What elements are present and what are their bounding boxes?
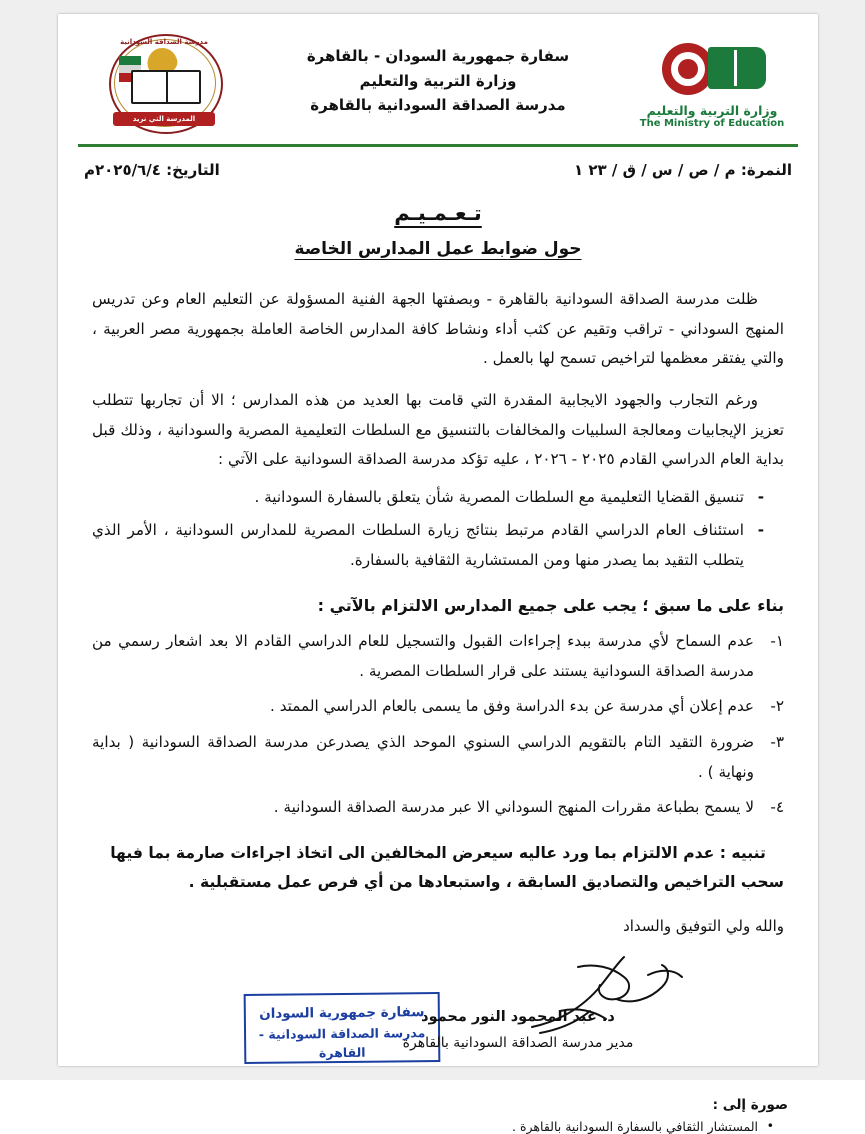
list-item-number: ١- [770, 631, 784, 650]
ministry-logo [628, 39, 796, 129]
signer-block [368, 1009, 668, 1051]
document-page [58, 14, 818, 1134]
page-subtitle: حول ضوابط عمل المدارس الخاصة [294, 239, 582, 259]
title-block [58, 201, 818, 259]
sun-icon [662, 43, 714, 95]
signer-name: د. عبد المحمود النور محمود [421, 1009, 615, 1026]
signature-area [58, 947, 818, 1097]
list-item-text: ضرورة التقيد التام بالتقويم الدراسي السنوي الموحد الذي يصدرعن مدرسة الصداقة السودانية ( بداية ونهاية ) . [92, 732, 754, 781]
list-item-number: ٢- [770, 697, 784, 716]
header-line-3: مدرسة الصداقة السودانية بالقاهرة [310, 96, 566, 115]
list-item [92, 627, 784, 686]
stamp-line-2: مدرسة الصداقة السودانية - القاهرة [258, 1025, 426, 1061]
date-value: ٢٠٢٥/٦/٤م [84, 161, 161, 179]
open-book-icon [131, 70, 201, 104]
list-item-number: ٣- [770, 732, 784, 751]
ministry-logo-arabic: وزارة التربية والتعليم [646, 103, 778, 118]
page-title: تـعـمـيـم [394, 201, 482, 225]
list-item [92, 793, 784, 823]
list-item: - تنسيق القضايا التعليمية مع السلطات المصرية شأن يتعلق بالسفارة السودانية . [92, 483, 766, 513]
document-body [58, 259, 818, 941]
ministry-logo-english: The Ministry of Education [639, 118, 785, 129]
date-field [84, 161, 220, 179]
date-label: التاريخ: [166, 161, 220, 179]
warning-note [92, 839, 784, 898]
reference-label: النمرة: [740, 161, 792, 179]
dash-list [92, 483, 766, 576]
stamp-line-1: سفارة جمهورية السودان [259, 1004, 425, 1023]
header-line-1: سفارة جمهورية السودان - بالقاهرة [306, 46, 570, 65]
list-item-text: لا يسمح بطباعة مقررات المنهج السوداني الا عبر مدرسة الصداقة السودانية . [273, 798, 754, 817]
ministry-logo-block [626, 39, 798, 129]
obligations-lead: بناء على ما سبق ؛ يجب على جميع المدارس الالتزام بالآتي : [317, 595, 784, 615]
closing-line: والله ولي التوفيق والسداد [623, 917, 784, 936]
emblem-ribbon: المدرسة التي نريد [113, 112, 215, 126]
book-icon [708, 47, 766, 89]
reference-value: م / ص / س / ق / ٢٣ ١ [573, 161, 736, 179]
warning-label: تنبيه : [719, 843, 766, 862]
signer-role: مدير مدرسة الصداقة السودانية بالقاهرة [402, 1035, 634, 1052]
cc-list [88, 1119, 774, 1134]
list-item-number: ٤- [770, 798, 784, 817]
list-item: • المستشار الثقافي بالسفارة السودانية بالقاهرة . [88, 1119, 774, 1134]
header-title-block [248, 44, 628, 124]
list-item [92, 692, 784, 722]
list-item: - استئناف العام الدراسي القادم مرتبط بنتائج زيارة السلطات المصرية للمدارس السودانية ، الأمر الذي يتطلب التقيد بما يصدر منها ومن المستشارية الثقافية بالسفارة. [92, 516, 766, 575]
list-item-text: عدم إعلان أي مدرسة عن بدء الدراسة وفق ما يسمى بالعام الدراسي الممتد . [270, 697, 754, 716]
list-item [92, 728, 784, 787]
header-line-2: وزارة التربية والتعليم [359, 71, 517, 90]
paragraph: ظلت مدرسة الصداقة السودانية بالقاهرة - وبصفتها الجهة الفنية المسؤولة عن التعليم العام وعن تدريس المنهج السوداني - تراقب وتقيم عن كثب أداء ونشاط كافة المدارس الخاصة العاملة بجمهورية مصر العربية ، والتي يفتقر معظمها لتراخيص تسمح لها بالعمل . [92, 290, 784, 368]
reference-field [574, 161, 792, 179]
cc-title: صورة إلى : [712, 1097, 788, 1114]
school-emblem-icon [103, 32, 225, 136]
list-item-text: عدم السماح لأي مدرسة ببدء إجراءات القبول والتسجيل للعام الدراسي القادم الا بعد اشعار رسمي من مدرسة الصداقة السودانية يستند على قرار السلطات المصرية . [92, 631, 754, 680]
meta-row [58, 147, 818, 179]
emblem-arc-top: مدرسة الصداقة السودانية [120, 38, 208, 46]
obligations-list [92, 627, 784, 823]
document-header [58, 14, 818, 142]
cc-block [58, 1097, 818, 1134]
warning-text: عدم الالتزام بما ورد عاليه سيعرض المخالفين الى اتخاذ اجراءات صارمة بما فيها سحب التراخيص والتصاديق السابقة ، واستبعادها من أي فرص عمل مستقبلية . [110, 843, 784, 892]
paragraph: ورغم التجارب والجهود الايجابية المقدرة التي قامت بها العديد من هذه المدارس ؛ الا أن تجاربها تتطلب تعزيز الإيجابيات ومعالجة السلبيات والمخالفات بالتنسيق مع السلطات التعليمية المصرية والسودانية ، وذلك قبل بداية العام الدراسي القادم ٢٠٢٥ - ٢٠٢٦ ، عليه تؤكد مدرسة الصداقة السودانية على الآتي : [92, 390, 784, 469]
ministry-emblem-icon [656, 39, 768, 101]
school-emblem [80, 32, 248, 136]
